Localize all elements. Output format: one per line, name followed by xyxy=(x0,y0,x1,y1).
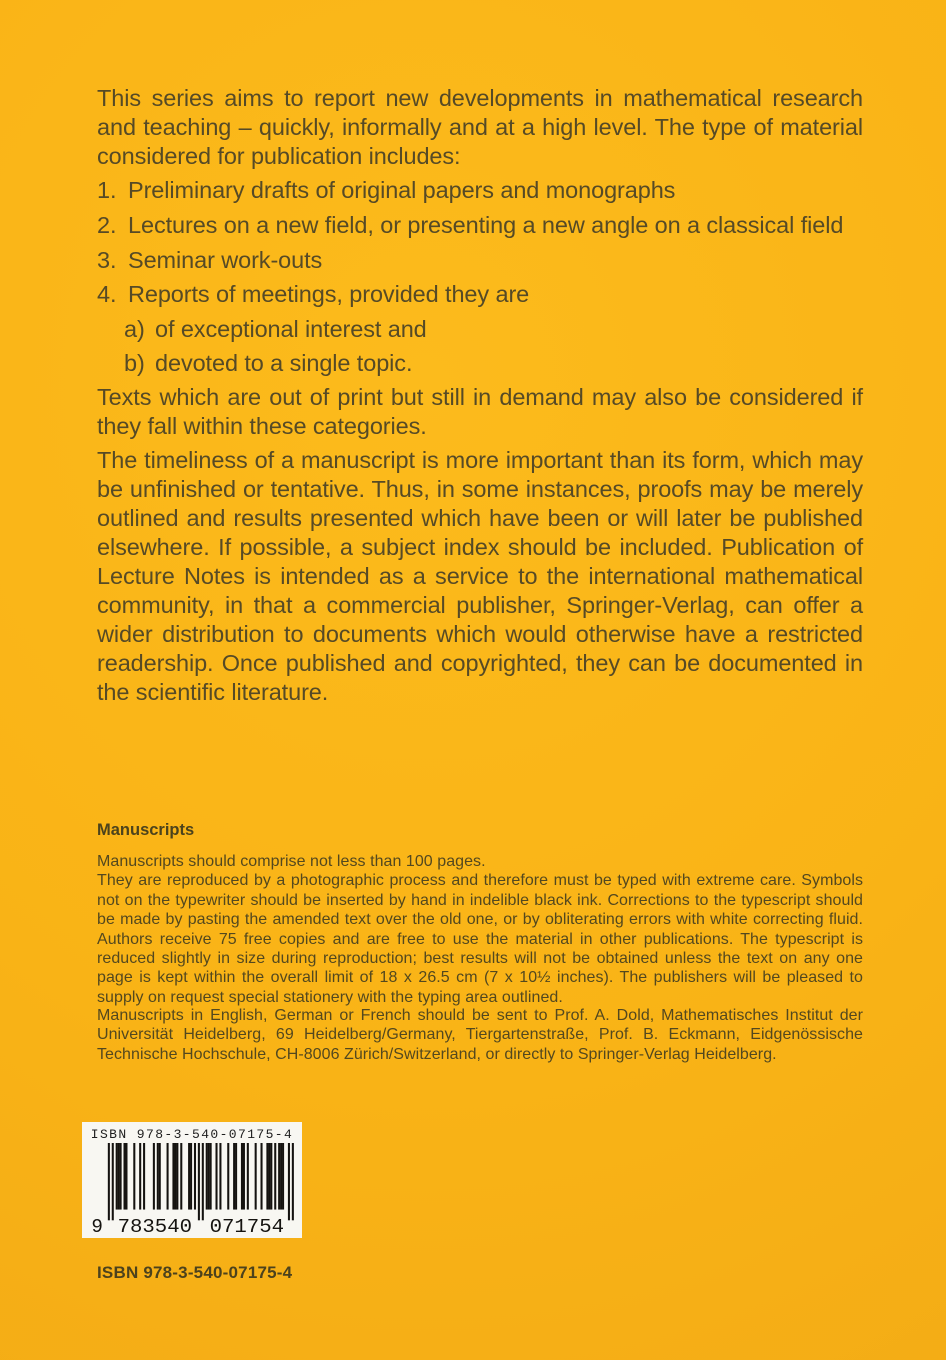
list-text: of exceptional interest and xyxy=(155,316,427,342)
svg-text:783540: 783540 xyxy=(117,1216,192,1235)
timeliness-paragraph: The timeliness of a manuscript is more important than its form, which may be unfinished or tentative. Thus, in some instances, proofs may be merely outlined and results presented which have been or will later be published elsewhere. If possible, a subject index should be included. Publication of Lecture Notes is intended as a service to the international mathematical community, in that a commercial publisher, Springer-Verlag, can offer a wider distribution to documents which would otherwise have a restricted readership. Once published and copyrighted, they can be documented in the scientific literature. xyxy=(97,447,863,705)
list-number: 2. xyxy=(97,212,117,238)
list-number: 3. xyxy=(97,247,117,273)
list-letter: a) xyxy=(124,316,145,342)
series-list-item-3 xyxy=(97,246,863,275)
list-text: Preliminary drafts of original papers and monographs xyxy=(128,177,676,203)
preparation-paragraph: They are reproduced by a photographic process and therefore must be typed with extreme care. Symbols not on the typewriter should be inserted by hand in indelible black ink. Corrections to the typescript should be made by pasting the amended text over the old one, or by obliterating errors with white correcting fluid. Authors receive 75 free copies and are free to use the material in other publications. The typescript is reduced slightly in size during reproduction; best results will not be obtained unless the text on any one page is kept within the overall limit of 18 x 26.5 cm (7 x 10½ inches). The publishers will be pleased to supply on request special stationery with the typing area outlined. xyxy=(97,872,863,1006)
series-list-subitem-a xyxy=(124,315,744,344)
series-list-item-1 xyxy=(97,176,863,205)
footer-isbn: ISBN 978-3-540-07175-4 xyxy=(97,1263,293,1282)
list-letter: b) xyxy=(124,350,145,376)
series-list-item-4 xyxy=(97,280,863,309)
series-intro-paragraph: This series aims to report new developments in mathematical research and teaching – quickly, informally and at a high level. The type of material considered for publication includes: xyxy=(97,85,863,169)
list-number: 4. xyxy=(97,281,117,307)
list-text: Reports of meetings, provided they are xyxy=(128,281,530,307)
series-list-item-2 xyxy=(97,211,863,240)
list-text: Seminar work-outs xyxy=(128,247,323,273)
submission-paragraph: Manuscripts in English, German or French should be sent to Prof. A. Dold, Mathematisches Institut der Universität Heidelberg, 69 Heidelberg/Germany, Tiergartenstraße, Prof. B. Eckmann, Eidgenössische Technische Hochschule, CH-8006 Zürich/Switzerland, or directly to Springer-Verlag Heidelberg. xyxy=(97,1007,863,1063)
out-of-print-paragraph: Texts which are out of print but still in demand may also be considered if they fall within these categories. xyxy=(97,384,863,439)
barcode-isbn-label: ISBN 978-3-540-07175-4 xyxy=(90,1127,294,1142)
svg-text:071754: 071754 xyxy=(209,1216,284,1235)
svg-text:9: 9 xyxy=(91,1216,103,1235)
min-pages-line: Manuscripts should comprise not less than 100 pages. xyxy=(97,853,486,870)
list-text: Lectures on a new field, or presenting a new angle on a classical field xyxy=(128,212,844,238)
ean13-barcode xyxy=(90,1143,294,1235)
barcode-panel xyxy=(82,1122,302,1238)
manuscripts-heading: Manuscripts xyxy=(97,821,195,839)
list-text: devoted to a single topic. xyxy=(155,350,413,376)
series-list-subitem-b xyxy=(124,349,744,378)
manuscripts-requirements xyxy=(97,852,863,1007)
list-number: 1. xyxy=(97,177,117,203)
